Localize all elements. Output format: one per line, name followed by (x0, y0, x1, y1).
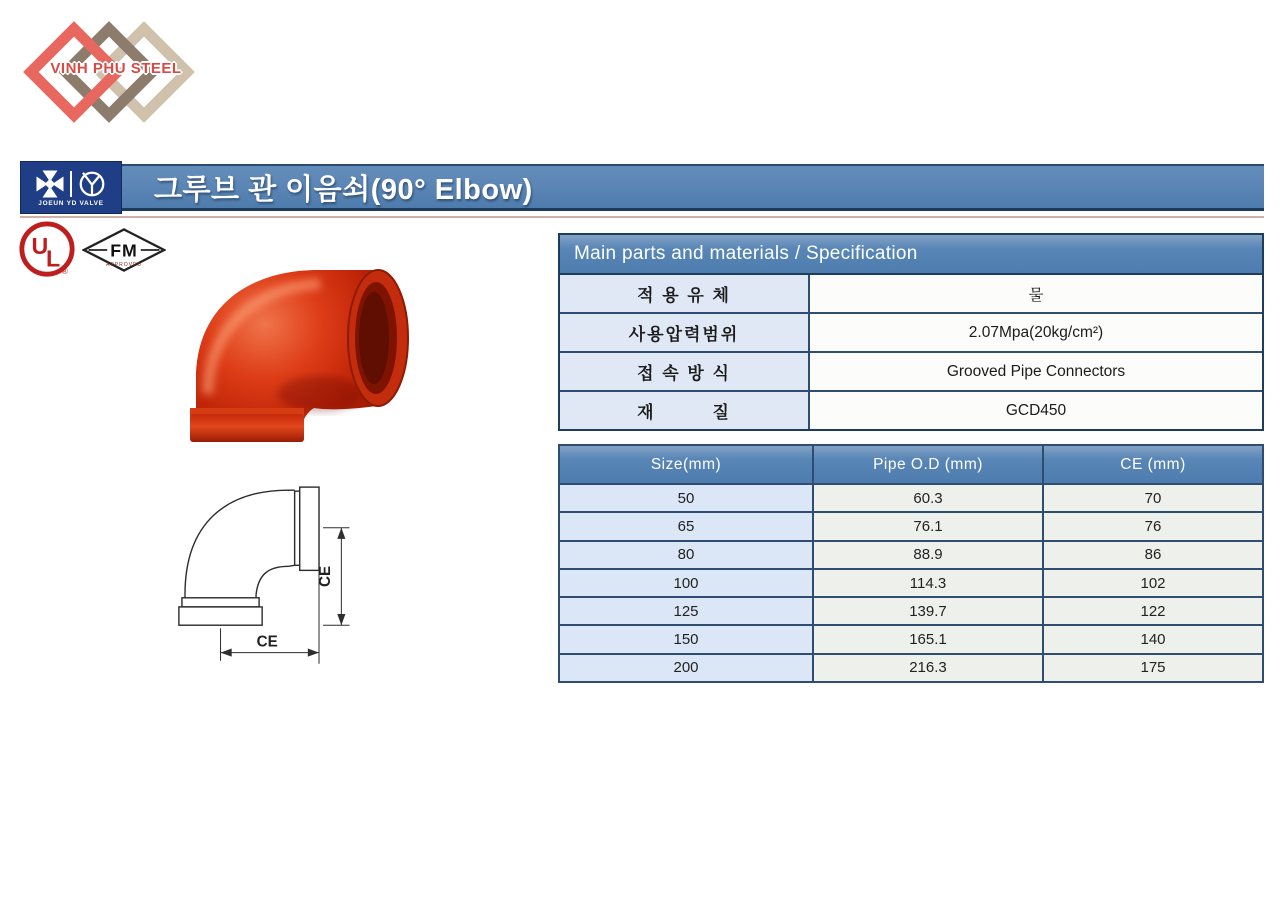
size-row (559, 541, 1263, 569)
spec-row-value: Grooved Pipe Connectors (810, 353, 1262, 390)
brand-name: VINH PHU STEEL (50, 60, 182, 77)
ul-letter-u: U (31, 232, 49, 259)
elbow-product-photo (168, 244, 428, 449)
spec-row-label: 적 용 유 체 (560, 275, 810, 312)
size-row (559, 512, 1263, 540)
size-cell: 175 (1043, 654, 1263, 682)
spec-table-title: Main parts and materials / Specification (560, 235, 1262, 275)
spec-table-body (560, 275, 1262, 429)
size-cell: 150 (559, 625, 813, 653)
size-cell: 88.9 (813, 541, 1043, 569)
size-column-header: Pipe O.D (mm) (813, 445, 1043, 484)
size-table (558, 444, 1264, 683)
spec-row-value: 2.07Mpa(20kg/cm²) (810, 314, 1262, 351)
title-bar (20, 164, 1264, 211)
spec-row (560, 353, 1262, 392)
spec-row-label: 접 속 방 식 (560, 353, 810, 390)
spec-row (560, 392, 1262, 429)
size-cell: 65 (559, 512, 813, 540)
size-cell: 200 (559, 654, 813, 682)
fm-approved-icon (82, 227, 166, 273)
ul-registered-mark: ® (61, 266, 68, 277)
spec-row-label: 재 질 (560, 392, 810, 429)
size-cell: 76.1 (813, 512, 1043, 540)
size-cell: 76 (1043, 512, 1263, 540)
spec-row (560, 275, 1262, 314)
horizontal-ce-dim-label: CE (256, 633, 278, 651)
maltese-cross-icon (35, 169, 65, 199)
size-row (559, 484, 1263, 512)
size-cell: 114.3 (813, 569, 1043, 597)
fm-approved-label: APPROVED (106, 261, 142, 268)
size-cell: 80 (559, 541, 813, 569)
size-table-wrap (558, 444, 1264, 683)
size-row (559, 597, 1263, 625)
size-cell: 50 (559, 484, 813, 512)
size-column-header: CE (mm) (1043, 445, 1263, 484)
size-cell: 125 (559, 597, 813, 625)
spec-row-value: GCD450 (810, 392, 1262, 429)
vertical-ce-dim-label: CE (317, 565, 335, 588)
ul-letter-l: L (46, 245, 61, 272)
size-table-header-row (559, 445, 1263, 484)
size-cell: 60.3 (813, 484, 1043, 512)
header-underline (20, 216, 1264, 218)
size-cell: 70 (1043, 484, 1263, 512)
size-row (559, 654, 1263, 682)
fm-label: FM (110, 240, 138, 261)
page-title: 그루브 관 이음쇠(90° Elbow) (154, 173, 533, 206)
size-table-body (559, 484, 1263, 682)
size-column-header: Size(mm) (559, 445, 813, 484)
size-cell: 216.3 (813, 654, 1043, 682)
size-cell: 139.7 (813, 597, 1043, 625)
size-cell: 140 (1043, 625, 1263, 653)
size-cell: 86 (1043, 541, 1263, 569)
ul-certification-icon (18, 220, 76, 280)
size-cell: 102 (1043, 569, 1263, 597)
spec-row-label: 사용압력범위 (560, 314, 810, 351)
spec-row (560, 314, 1262, 353)
vendor-icons (35, 169, 107, 199)
size-row (559, 625, 1263, 653)
yd-circle-icon (77, 169, 107, 199)
spec-row-value: 물 (810, 275, 1262, 312)
size-cell: 100 (559, 569, 813, 597)
spec-table (558, 233, 1264, 431)
brand-logo (36, 30, 236, 114)
vendor-logo-box (20, 161, 122, 214)
size-cell: 165.1 (813, 625, 1043, 653)
vendor-name: JOEUN YD VALVE (38, 199, 104, 207)
size-row (559, 569, 1263, 597)
size-cell: 122 (1043, 597, 1263, 625)
vendor-logo-divider (70, 171, 72, 197)
elbow-technical-drawing (170, 480, 400, 678)
